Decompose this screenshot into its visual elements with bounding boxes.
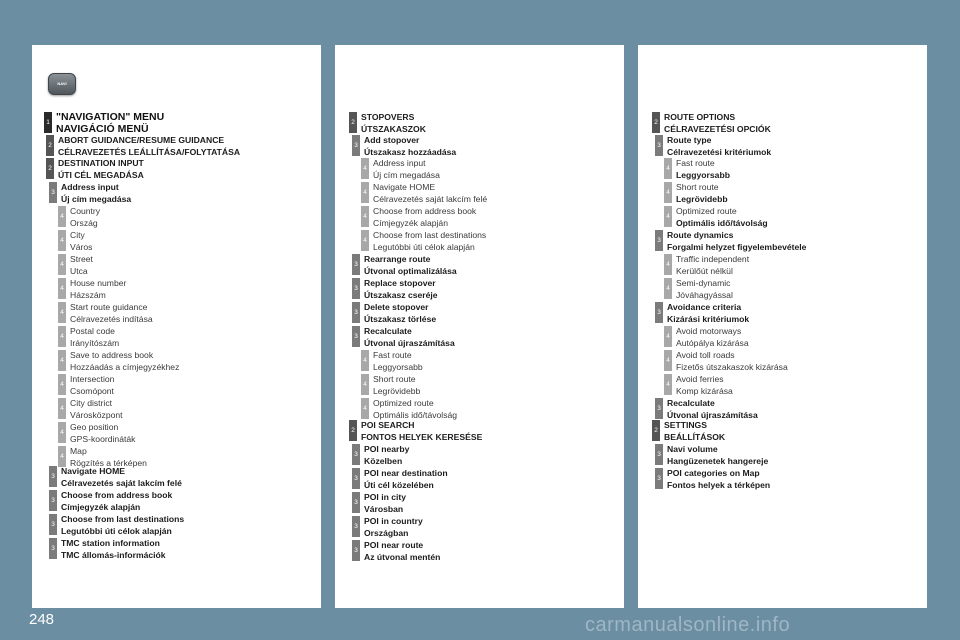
entry-hungarian-label: Útvonal újraszámítása [667,409,758,420]
entry-english-label: POI categories on Map [667,468,760,478]
entry-hungarian-label: CÉLRAVEZETÉSI OPCIÓK [664,123,771,134]
level-badge: 3 [352,540,360,561]
entry-text [364,326,455,349]
entry-english-label: Delete stopover [364,302,429,312]
entry-english-label: Recalculate [667,398,715,408]
entry-english-label: Navigate HOME [61,466,125,476]
entry-text [61,466,182,489]
entry-hungarian-label: FONTOS HELYEK KERESÉSE [361,431,483,442]
entry-text [364,516,423,539]
entry-english-label: "NAVIGATION" MENU [56,111,165,123]
entry-hungarian-label: Címjegyzék alapján [61,501,141,512]
level-badge: 4 [664,158,672,179]
entry-hungarian-label: BEÁLLÍTÁSOK [664,431,726,442]
entry-english-label: Map [70,446,87,456]
entry-english-label: TMC station information [61,538,160,548]
entry-text [70,278,126,301]
entry-hungarian-label: Útvonal optimalizálása [364,265,457,276]
entry-text [364,444,409,467]
level-badge: 4 [58,206,66,227]
entry-hungarian-label: NAVIGÁCIÓ MENÜ [56,122,149,135]
entry-hungarian-label: Új cím megadása [373,169,440,180]
entry-hungarian-label: Célravezetés saját lakcím felé [61,477,182,488]
entry-text [61,182,131,205]
level-badge: 4 [58,230,66,251]
level-badge: 3 [655,302,663,323]
entry-hungarian-label: Városban [364,503,404,514]
entry-english-label: POI near route [364,540,424,550]
level-badge: 3 [352,468,360,489]
entry-hungarian-label: Optimális idő/távolság [373,409,458,420]
entry-text [364,468,448,491]
entry-english-label: Short route [676,182,719,192]
entry-text [70,326,119,349]
entry-hungarian-label: Célravezetési kritériumok [667,146,772,157]
entry-hungarian-label: Leggyorsabb [373,361,423,372]
entry-hungarian-label: Címjegyzék alapján [373,217,448,228]
entry-hungarian-label: Útszakasz hozzáadása [364,146,457,157]
entry-text [70,422,135,445]
entry-text [373,350,423,373]
entry-english-label: Avoidance criteria [667,302,742,312]
level-badge: 3 [352,278,360,299]
entry-english-label: Route type [667,135,712,145]
entry-text [70,302,153,325]
entry-english-label: Choose from last destinations [61,514,185,524]
entry-english-label: Geo position [70,422,119,432]
entry-hungarian-label: Leggyorsabb [676,169,730,180]
level-badge: 3 [655,230,663,251]
level-badge: 3 [352,135,360,156]
level-badge: 3 [49,514,57,535]
level-badge: 3 [655,468,663,489]
entry-text [364,278,438,301]
entry-english-label: Avoid motorways [676,326,742,336]
level-badge: 4 [58,398,66,419]
entry-text [373,206,476,229]
level-badge: 4 [664,278,672,299]
entry-english-label: House number [70,278,127,288]
level-badge: 2 [652,420,660,441]
level-badge: 4 [58,446,66,467]
entry-text [364,254,457,277]
level-badge: 4 [361,350,369,371]
entry-hungarian-label: Utca [70,265,88,276]
entry-english-label: Navigate HOME [373,182,436,192]
level-badge: 4 [664,350,672,371]
entry-english-label: Fast route [373,350,412,360]
entry-english-label: Traffic independent [676,254,750,264]
entry-text [364,135,456,158]
entry-text [364,492,406,515]
entry-english-label: Avoid toll roads [676,350,735,360]
entry-hungarian-label: Kerülőút nélkül [676,265,733,276]
entry-hungarian-label: Országban [364,527,409,538]
entry-hungarian-label: Város [70,241,93,252]
entry-hungarian-label: Hangüzenetek hangereje [667,455,769,466]
entry-english-label: Intersection [70,374,115,384]
entry-hungarian-label: Irányítószám [70,337,120,348]
level-badge: 3 [49,182,57,203]
level-badge: 2 [349,112,357,133]
entry-text [667,135,771,158]
entry-text [61,490,172,513]
entry-english-label: Postal code [70,326,115,336]
entry-english-label: POI near destination [364,468,448,478]
level-badge: 4 [664,206,672,227]
entry-hungarian-label: Legrövidebb [373,385,421,396]
entry-english-label: Avoid ferries [676,374,724,384]
level-badge: 4 [361,398,369,419]
entry-english-label: POI SEARCH [361,420,415,430]
entry-hungarian-label: Kizárási kritériumok [667,313,750,324]
entry-text [676,374,733,397]
entry-text [61,538,166,561]
entry-text [676,158,730,181]
entry-hungarian-label: Útvonal újraszámítása [364,337,455,348]
level-badge: 4 [58,422,66,443]
level-badge: 2 [349,420,357,441]
level-badge: 3 [352,492,360,513]
entry-text [364,540,440,563]
entry-text [676,182,728,205]
entry-text [361,112,426,135]
level-badge: 4 [361,374,369,395]
level-badge: 3 [49,490,57,511]
entry-hungarian-label: ÚTI CÉL MEGADÁSA [58,169,144,180]
entry-hungarian-label: CÉLRAVEZETÉS LEÁLLÍTÁSA/FOLYTATÁSA [58,146,241,157]
entry-hungarian-label: Útszakasz cseréje [364,289,438,300]
level-badge: 4 [664,374,672,395]
level-badge: 3 [655,444,663,465]
entry-english-label: POI in city [364,492,407,502]
entry-hungarian-label: Legutóbbi úti célok alapján [61,525,172,536]
entry-text [676,254,749,277]
entry-hungarian-label: Célravezetés indítása [70,313,153,324]
entry-english-label: Semi-dynamic [676,278,731,288]
entry-text [676,326,749,349]
entry-english-label: Optimized route [676,206,737,216]
entry-text [667,444,768,467]
entry-hungarian-label: Forgalmi helyzet figyelembevétele [667,241,807,252]
entry-text [667,468,770,491]
entry-english-label: Choose from last destinations [373,230,487,240]
entry-hungarian-label: Az útvonal mentén [364,551,441,562]
entry-hungarian-label: Jóváhagyással [676,289,733,300]
level-badge: 4 [58,374,66,395]
entry-english-label: Start route guidance [70,302,148,312]
entry-text [373,230,486,253]
entry-english-label: City [70,230,85,240]
entry-text [364,302,436,325]
entry-hungarian-label: Útszakasz törlése [364,313,437,324]
entry-text [373,182,487,205]
entry-hungarian-label: Hozzáadás a címjegyzékhez [70,361,180,372]
entry-hungarian-label: Új cím megadása [61,193,132,204]
entry-hungarian-label: Ország [70,217,98,228]
entry-text [361,420,482,443]
level-badge: 3 [352,516,360,537]
level-badge: 4 [361,206,369,227]
entry-english-label: DESTINATION INPUT [58,158,144,168]
entry-english-label: Address input [373,158,426,168]
level-badge: 3 [352,302,360,323]
level-badge: 3 [352,444,360,465]
entry-english-label: ABORT GUIDANCE/RESUME GUIDANCE [58,135,225,145]
entry-english-label: City district [70,398,113,408]
level-badge: 3 [352,326,360,347]
level-badge: 4 [58,278,66,299]
entry-english-label: Address input [61,182,119,192]
level-badge: 3 [655,398,663,419]
entry-english-label: Route dynamics [667,230,734,240]
entry-hungarian-label: Csomópont [70,385,114,396]
entry-english-label: STOPOVERS [361,112,415,122]
entry-english-label: Street [70,254,93,264]
entry-hungarian-label: Optimális idő/távolság [676,217,768,228]
entry-english-label: POI nearby [364,444,410,454]
entry-text [70,254,93,277]
level-badge: 1 [44,112,52,133]
entry-text [373,398,457,421]
level-badge: 4 [361,158,369,179]
level-badge: 4 [664,182,672,203]
entry-english-label: Fast route [676,158,715,168]
entry-text [70,230,92,253]
entry-hungarian-label: Úti cél közelében [364,479,434,490]
level-badge: 2 [46,135,54,156]
entry-text [676,350,788,373]
entry-hungarian-label: Legrövidebb [676,193,728,204]
entry-hungarian-label: Közelben [364,455,403,466]
entry-hungarian-label: Házszám [70,289,106,300]
entry-english-label: Country [70,206,101,216]
entry-english-label: Navi volume [667,444,718,454]
level-badge: 2 [652,112,660,133]
entry-hungarian-label: Autópálya kizárása [676,337,749,348]
entry-english-label: SETTINGS [664,420,707,430]
level-badge: 4 [361,230,369,251]
navi-button-icon: NAVI [48,73,76,95]
entry-text [70,350,179,373]
entry-english-label: Replace stopover [364,278,436,288]
entry-text [70,398,123,421]
entry-hungarian-label: Komp kizárása [676,385,733,396]
level-badge: 3 [655,135,663,156]
entry-text [373,374,420,397]
entry-text [676,206,768,229]
level-badge: 2 [46,158,54,179]
entry-english-label: Save to address book [70,350,154,360]
entry-english-label: Rearrange route [364,254,431,264]
entry-text [373,158,440,181]
entry-english-label: Add stopover [364,135,420,145]
entry-text [664,420,725,443]
entry-english-label: Short route [373,374,416,384]
level-badge: 4 [664,254,672,275]
entry-hungarian-label: Legutóbbi úti célok alapján [373,241,475,252]
entry-text [667,302,749,325]
entry-hungarian-label: Fizetős útszakaszok kizárása [676,361,788,372]
entry-hungarian-label: TMC állomás-információk [61,549,166,560]
entry-text [676,278,733,301]
entry-english-label: Recalculate [364,326,412,336]
entry-english-label: ROUTE OPTIONS [664,112,736,122]
entry-text [61,514,184,537]
entry-text [667,230,806,253]
level-badge: 3 [352,254,360,275]
entry-hungarian-label: Célravezetés saját lakcím felé [373,193,488,204]
entry-text [56,112,164,135]
page-number: 248 [29,611,55,628]
level-badge: 4 [58,254,66,275]
level-badge: 4 [664,326,672,347]
entry-english-label: Optimized route [373,398,434,408]
entry-text [58,158,144,181]
level-badge: 4 [58,350,66,371]
watermark: carmanualsonline.info [585,614,791,636]
entry-hungarian-label: GPS-koordináták [70,433,136,444]
entry-hungarian-label: Rögzítés a térképen [70,457,147,468]
level-badge: 3 [49,538,57,559]
entry-hungarian-label: Városközpont [70,409,123,420]
entry-text [70,206,100,229]
entry-text [70,374,114,397]
entry-hungarian-label: ÚTSZAKASZOK [361,123,426,134]
level-badge: 4 [361,182,369,203]
entry-text [58,135,240,158]
level-badge: 3 [49,466,57,487]
level-badge: 4 [58,302,66,323]
entry-english-label: Choose from address book [373,206,477,216]
entry-text [664,112,771,135]
entry-english-label: POI in country [364,516,423,526]
level-badge: 4 [58,326,66,347]
entry-text [667,398,758,421]
entry-english-label: Choose from address book [61,490,173,500]
entry-hungarian-label: Fontos helyek a térképen [667,479,771,490]
